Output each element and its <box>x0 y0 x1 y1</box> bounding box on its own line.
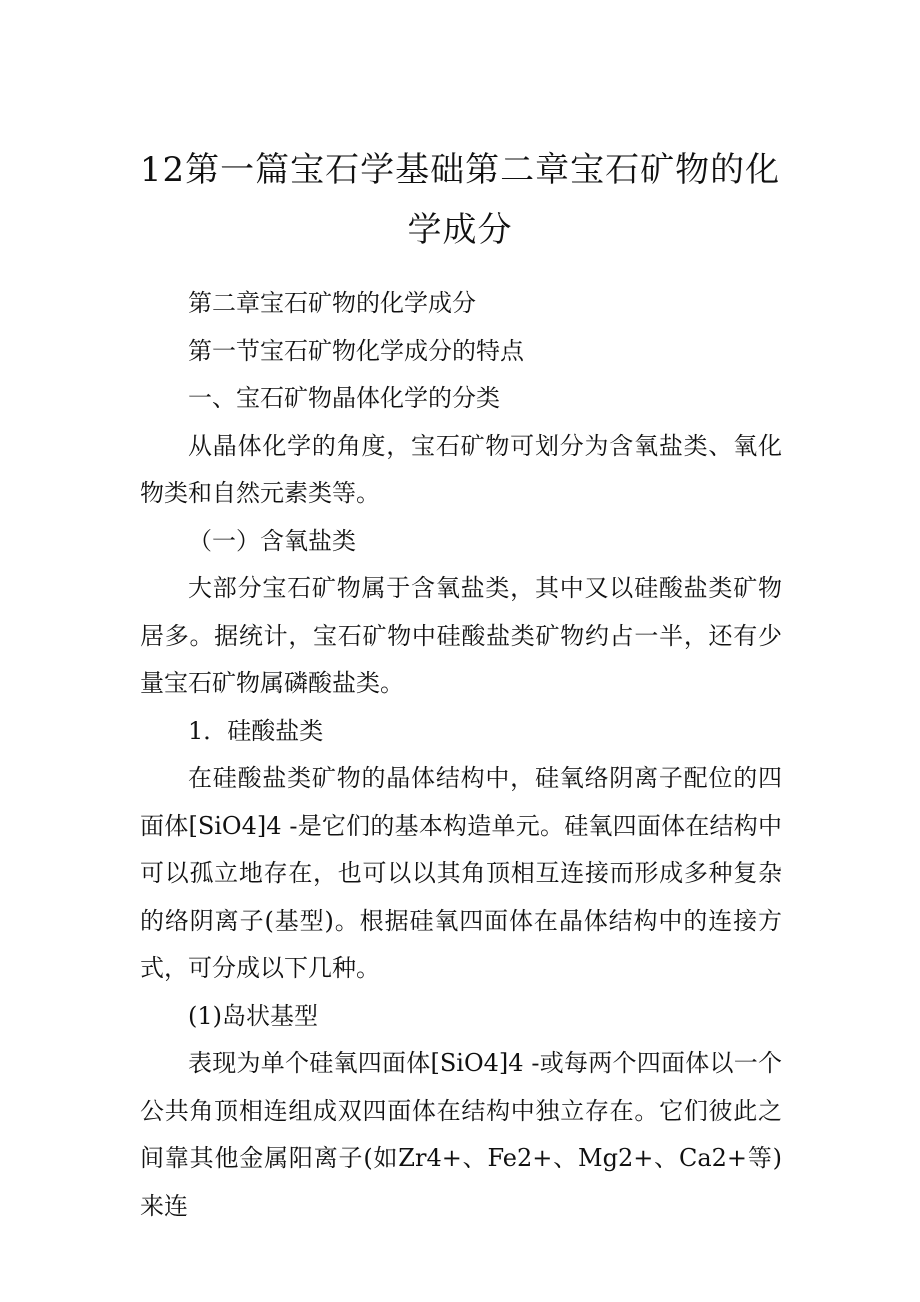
section-heading: 第一节宝石矿物化学成分的特点 <box>188 336 524 365</box>
paragraph: 表现为单个硅氧四面体[SiO4]4 -或每两个四面体以一个公共角顶相连组成双四面体在结构中独立存在。它们彼此之间靠其他金属阳离子(如Zr4+、Fe2+、Mg2+、Ca2+等)来连 <box>140 1049 782 1220</box>
paragraph: 大部分宝石矿物属于含氧盐类，其中又以硅酸盐类矿物居多。据统计，宝石矿物中硅酸盐类矿物约占一半，还有少量宝石矿物属磷酸盐类。 <box>140 574 782 697</box>
paragraph: 在硅酸盐类矿物的晶体结构中，硅氧络阴离子配位的四面体[SiO4]4 -是它们的基本构造单元。硅氧四面体在结构中可以孤立地存在，也可以以其角顶相互连接而形成多种复杂的络阴离子(基型)。根据硅氧四面体在晶体结构中的连接方式，可分成以下几种。 <box>140 764 782 982</box>
chapter-heading: 第二章宝石矿物的化学成分 <box>188 289 476 317</box>
subheading-island-type: (1)岛状基型 <box>188 1001 318 1030</box>
document-body <box>140 280 782 1230</box>
subsection-heading: 一、宝石矿物晶体化学的分类 <box>188 384 500 412</box>
subheading-silicates: 1．硅酸盐类 <box>188 716 324 745</box>
paragraph: 从晶体化学的角度，宝石矿物可划分为含氧盐类、氧化物类和自然元素类等。 <box>140 431 782 507</box>
document-title: 12第一篇宝石学基础第二章宝石矿物的化学成分 <box>139 150 781 250</box>
subheading-oxysalts: （一）含氧盐类 <box>188 526 356 555</box>
